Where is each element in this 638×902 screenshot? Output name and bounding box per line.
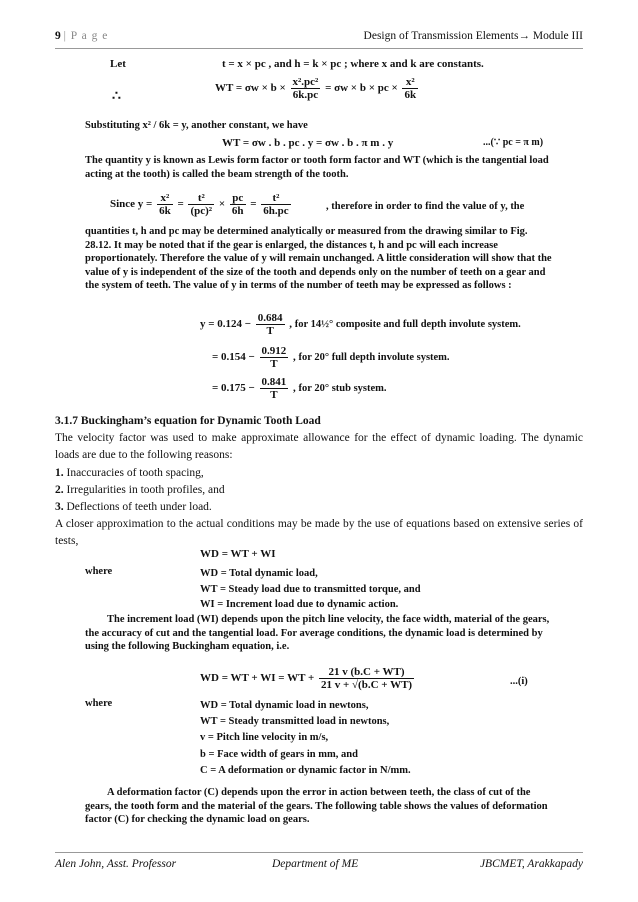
section-block <box>55 413 583 551</box>
section-para1: The velocity factor was used to make approximate allowance for the effect of dynamic loading. The dynamic loads are due to the following reasons: <box>55 432 583 462</box>
header-rule <box>55 48 583 49</box>
footer-department: Department of ME <box>272 858 359 870</box>
let-equation: t = x × pc , and h = k × pc ; where x and k are constants. <box>222 58 484 70</box>
definitions-1: WD = Total dynamic load, WT = Steady load due to transmitted torque, and WI = Increment load due to dynamic action. <box>200 568 421 610</box>
y-row-1: y = 0.124 − $\frac{0.684}{T}$ , for 14½° composite and full depth involute system. <box>200 312 521 337</box>
increment-paragraph: The increment load (WI) depends upon the pitch line velocity, the face width, material of the gears, the accuracy of cut and the tangential load. For average conditions, the dynamic load is determined by using the following Buckingham equation, i.e. <box>85 614 550 652</box>
header-title: Design of Transmission Elements→ Module III <box>363 30 583 42</box>
equation-tag: ...(i) <box>510 676 528 687</box>
deformation-paragraph: A deformation factor (C) depends upon the error in action between teeth, the class of cut of the gears, the tooth form and the material of the gears. The following table shows the values of deformation factor (C) for checking the dynamic load on gears. <box>85 787 548 825</box>
footer-author: Alen John, Asst. Professor <box>55 858 177 870</box>
y-row-2: = 0.154 − $\frac{0.912}{T}$ , for 20° full depth involute system. <box>212 345 450 370</box>
lewis-paragraph: The quantity y is known as Lewis form factor or tooth form factor and WT (which is the tangential load acting at the tooth) is called the beam strength of the tooth. <box>85 155 549 180</box>
wt2-note: ...(∵ pc = π m) <box>483 137 544 148</box>
page-header <box>55 30 583 48</box>
buckingham-equation: WD = WT + WI = WT + $\frac{21 v (b.C + WT)}{21 v + √(b.C + WT)}$ <box>200 666 413 691</box>
footer-college: JBCMET, Arakkapady <box>479 858 583 870</box>
section-heading: 3.1.7 Buckingham’s equation for Dynamic Tooth Load <box>55 415 321 427</box>
substitution-line: Substituting x² / 6k = y, another constant, we have <box>85 120 308 131</box>
wd-equation: WD = WT + WI <box>200 548 276 560</box>
definitions-2: WD = Total dynamic load in newtons, WT = Steady transmitted load in newtons, v = Pitch line velocity in m/s, b = Face width of gears in mm, and C = A deformation or dynamic factor in N/mm. <box>200 700 411 776</box>
since-equation: Since y = $\frac{\text{x²}}{6k}$ = $\frac{\text{t²}}{\text{(pc)²}}$ × $\frac{pc}{6h}$ = $\frac{\text{t²}}{6h.pc}$ <box>110 192 289 217</box>
wt2-equation: WT = σw . b . pc . y = σw . b . π m . y <box>222 137 394 149</box>
where-label: where <box>85 566 113 577</box>
where-label-2: where <box>85 698 113 709</box>
since-rest: , therefore in order to find the value of y, the <box>326 201 525 212</box>
y-row-3: = 0.175 − $\frac{0.841}{T}$ , for 20° stub system. <box>212 376 387 401</box>
let-label: Let <box>110 58 126 70</box>
therefore-symbol: ∴ <box>112 89 121 104</box>
list-item: 3. Deflections of teeth under load. <box>55 501 212 514</box>
list-item: 2. Irregularities in tooth profiles, and <box>55 483 225 496</box>
page-number: 9 | P a g e <box>55 30 109 42</box>
footer-rule <box>55 852 583 853</box>
since-paragraph: quantities t, h and pc may be determined analytically or measured from the drawing similar to Fig. 28.12. It may be noted that if the gear is enlarged, the distances t, h and pc will each increase proportionately. Therefore the value of y will remain unchanged. A little consideration will show that the value of y is independent of the size of the tooth and depends only on the number of teeth on a gear and the system of teeth. The value of y in terms of the number of teeth may be expressed as follows : <box>85 226 552 291</box>
section-para2: A closer approximation to the actual conditions may be made by the use of equations based on extensive series of tests, <box>55 518 583 548</box>
wt-equation: WT = σw × b × $\frac{\text{x².pc²}}{6k.pc}$ = σw × b × pc × $\frac{\text{x²}}{6k}$ <box>215 76 417 101</box>
list-item: 1. Inaccuracies of tooth spacing, <box>55 466 204 479</box>
